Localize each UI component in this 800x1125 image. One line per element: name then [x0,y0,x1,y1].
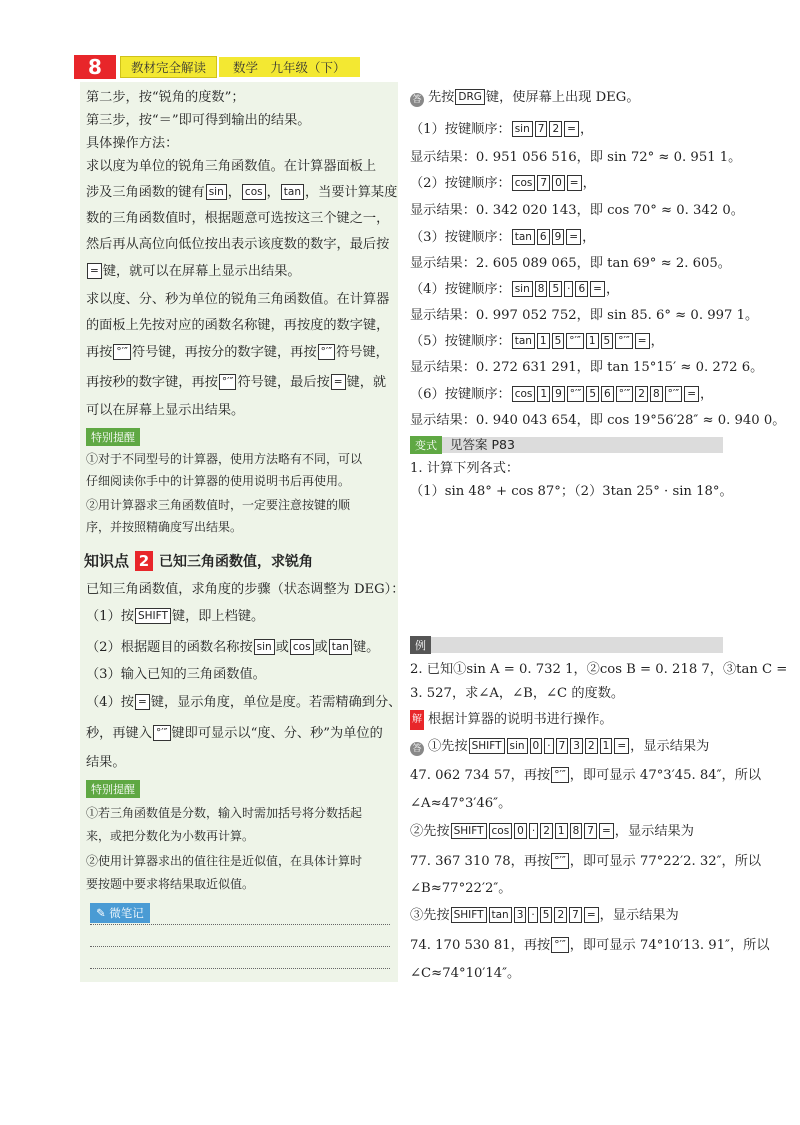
note-line [90,924,390,925]
tan-key: tan [281,184,304,200]
text-line: ∠B≈77°22′2″。 [410,881,512,896]
key-sequence: （1）按键顺序： sin 7 2 = ， [410,122,594,137]
text-span: 按键顺序： [444,176,511,191]
result-line: 显示结果：0. 940 043 654，即 cos 19°56′28″ ≈ 0. 940 0。 [410,413,786,428]
sin-key: sin [254,639,275,655]
text-line [86,638,379,658]
text-line: 2. 已知①sin A = 0. 732 1，②cos B = 0. 218 7，③tan C = [410,662,788,677]
page-header [74,55,360,79]
text-line: 1. 计算下列各式： [410,461,520,476]
calculator-key: 7 [584,823,597,839]
text-span: ，当要计算某度 [305,185,398,200]
tip-text: ②使用计算器求出的值往往是近似值，在具体计算时 [86,854,363,868]
calculator-key: · [529,823,538,839]
calculator-key: 5 [586,386,599,402]
key-sequence: （4）按键顺序： sin 8 5 · 6 = ， [410,282,620,297]
text-line: ∠A≈47°3′46″。 [410,796,512,811]
text-span: 再按秒的数字键，再按 [86,375,218,390]
equals-key: = [135,694,150,710]
text-line [86,607,264,627]
calculator-key: 1 [600,738,613,754]
calculator-key: 8 [535,281,548,297]
text-line [86,693,401,713]
result-line: 显示结果：0. 951 056 516，即 sin 72° ≈ 0. 951 1。 [410,150,742,165]
calculator-key: 0 [514,823,527,839]
equals-key: = [331,374,346,390]
text-line: ∠C≈74°10′14″。 [410,966,521,981]
calculator-key: °′″ [567,386,585,402]
calculator-key: 1 [586,333,599,349]
dms-key: °′″ [318,344,336,360]
text-span: （2） [410,176,445,191]
text-span: 或 [314,640,328,655]
note-line [90,946,390,947]
tip-label: 特别提醒 [86,780,140,798]
text-span: 根据计算器的说明书进行操作。 [428,712,613,727]
calculator-key: 1 [537,386,550,402]
calculator-key: · [544,738,553,754]
text-line [86,343,389,363]
calculator-key: 2 [554,907,567,923]
text-line [86,724,383,744]
variant-ref: 见答案 P83 [450,437,515,452]
text-span: （3） [410,230,445,245]
calculator-key: 8 [650,386,663,402]
result-line: 显示结果：0. 997 052 752，即 sin 85. 6° ≈ 0. 997 1。 [410,308,759,323]
calculator-key: tan [512,333,535,349]
text-line: （3）输入已知的三角函数值。 [86,667,266,682]
text-span: 符号键，最后按 [237,375,330,390]
calculator-key: 6 [537,229,550,245]
text-line: 然后再从高位向低位按出表示该度数的数字，最后按 [86,237,390,252]
calculator-key: 5 [601,333,614,349]
calculator-key: = [590,281,605,297]
text-span: 知识点 [84,552,130,570]
key-sequence: （6）按键顺序： cos 1 9 °′″ 5 6 °′″ 2 8 °′″ = ， [410,387,714,402]
text-line: 第三步，按“＝”即可得到输出的结果。 [86,113,311,128]
calculator-key: °′″ [615,333,633,349]
calculator-key: = [566,229,581,245]
calculator-key: 5 [540,907,553,923]
text-line [410,852,761,872]
text-span: 已知三角函数值，求锐角 [159,553,314,570]
key-sequence: （5）按键顺序： tan 1 5 °′″ 1 5 °′″ = ， [410,334,664,349]
text-line [410,710,613,730]
dms-key: °′″ [219,374,237,390]
calculator-key: sin [512,121,533,137]
text-line: 3. 527，求∠A，∠B，∠C 的度数。 [410,686,625,701]
text-line: （1）sin 48° + cos 87°；（2）3tan 25° · sin 18°。 [410,484,733,499]
text-line [86,373,386,393]
calculator-key: SHIFT [451,907,487,923]
text-span: ，显示结果为 [614,824,694,839]
calculator-key: °′″ [566,333,584,349]
calculator-key: 3 [570,738,583,754]
text-span: 47. 062 734 57，再按 [410,768,551,783]
text-span: 键，就 [346,375,387,390]
tip-text: 序，并按照精确度写出结果。 [86,520,243,534]
text-span: 74. 170 530 81，再按 [410,938,551,953]
notes-label [90,903,150,923]
drg-key: DRG [455,89,485,105]
answer-icon: 答 [410,742,424,756]
text-line: 数的三角函数值时，根据题意可选按这三个键之一， [86,211,390,226]
text-span: 键，就可以在屏幕上显示出结果。 [102,264,301,279]
shift-key: SHIFT [135,608,171,624]
calculator-key: · [564,281,573,297]
key-sequence [410,906,679,926]
calculator-key: 7 [537,175,550,191]
result-line: 显示结果：0. 272 631 291，即 tan 15°15′ ≈ 0. 272 6。 [410,360,764,375]
calculator-key: sin [507,738,528,754]
calculator-key: 2 [540,823,553,839]
cos-key: cos [290,639,314,655]
calculator-key: · [528,907,537,923]
text-span: 2 [135,551,153,571]
text-span: （5） [410,334,445,349]
calculator-key: cos [512,175,536,191]
text-span: 键即可显示以“度、分、秒”为单位的 [171,726,383,741]
text-line [410,766,761,786]
example-label: 例 [410,636,431,654]
calculator-key: 0 [530,738,543,754]
text-span: 或 [275,640,289,655]
calculator-key: 7 [569,907,582,923]
text-span: 键，即上档键。 [171,609,265,624]
calculator-key: 9 [552,386,565,402]
variant-label: 变式 [410,436,442,454]
calculator-key: = [635,333,650,349]
dms-key: °′″ [153,725,171,741]
text-span: （6） [410,387,445,402]
page-number: 8 [74,55,116,79]
calculator-key: = [567,175,582,191]
text-span: 符号键，再按分的数字键，再按 [131,345,317,360]
calculator-key: °′″ [616,386,634,402]
calculator-key: tan [489,907,512,923]
text-span: 按键顺序： [444,282,511,297]
text-span: 77. 367 310 78，再按 [410,854,551,869]
text-line: 求以度为单位的锐角三角函数值。在计算器面板上 [86,159,377,174]
calculator-key: 3 [514,907,527,923]
calculator-key: sin [512,281,533,297]
text-span: 涉及三角函数的键有 [86,185,205,200]
text-line: 第二步，按“锐角的度数”； [86,90,245,105]
key-sequence [410,737,709,757]
tip-text: ①若三角函数值是分数，输入时需加括号将分数括起 [86,806,363,820]
text-line [86,262,301,282]
calculator-key: = [614,738,629,754]
text-span: ②先按 [410,824,450,839]
text-line: 已知三角函数值，求角度的步骤（状态调整为 DEG）： [86,582,405,597]
text-span: （4）按 [86,695,134,710]
calculator-key: 6 [601,386,614,402]
calculator-key: cos [489,823,513,839]
text-span: ，显示结果为 [599,908,679,923]
solution-badge: 解 [410,710,424,730]
text-span: 先按 [428,90,455,105]
text-span: ①先按 [428,739,468,754]
answer-icon: 答 [410,93,424,107]
text-span: ，即可显示 77°22′2. 32″，所以 [569,854,762,869]
text-span: 键，使屏幕上出现 DEG。 [485,90,640,105]
text-span: 按键顺序： [444,387,511,402]
text-line: 可以在屏幕上显示出结果。 [86,403,245,418]
text-span: 秒，再键入 [86,726,152,741]
text-line: 涉及三角函数的键有 sin ， cos ， tan ，当要计算某度 [86,185,398,200]
calculator-key: = [599,823,614,839]
cos-key: cos [242,184,266,200]
text-span: ③先按 [410,908,450,923]
text-span: 键，显示角度，单位是度。若需精确到分、 [150,695,402,710]
calculator-key: = [684,386,699,402]
calculator-key: 0 [552,175,565,191]
calculator-key: °′″ [665,386,683,402]
text-line: 具体操作方法： [86,136,179,151]
subject-grade: 数学 九年级（下） [219,57,360,77]
calculator-key: 6 [575,281,588,297]
tip-label: 特别提醒 [86,428,140,446]
calculator-key: 7 [556,738,569,754]
calculator-key: 5 [549,281,562,297]
calculator-key: °′″ [551,767,569,783]
calculator-key: 8 [570,823,583,839]
knowledge-point-heading [84,550,313,571]
calculator-key: = [584,907,599,923]
example-bar [410,637,723,653]
calculator-key: 2 [549,121,562,137]
result-line: 显示结果：0. 342 020 143，即 cos 70° ≈ 0. 342 0。 [410,203,744,218]
calculator-key: SHIFT [451,823,487,839]
text-line: 结果。 [86,755,126,770]
calculator-key: 1 [555,823,568,839]
text-line [410,88,640,108]
calculator-key: °′″ [551,937,569,953]
tip-text: ①对于不同型号的计算器，使用方法略有不同，可以 [86,452,363,466]
text-line [410,936,770,956]
text-span: 按键顺序： [444,334,511,349]
text-span: 符号键， [336,345,389,360]
tip-text: 仔细阅读你手中的计算器的使用说明书后再使用。 [86,474,351,488]
dms-key: °′″ [113,344,131,360]
tip-text: 来，或把分数化为小数再计算。 [86,829,255,843]
text-span: （1） [410,122,445,137]
pencil-icon: ✎ [96,906,106,920]
text-line: 的面板上先按对应的函数名称键，再按度的数字键， [86,318,390,333]
key-sequence [410,822,694,842]
calculator-key: 2 [585,738,598,754]
calculator-key: tan [512,229,535,245]
sin-key: sin [206,184,227,200]
calculator-key: 9 [552,229,565,245]
text-span: （2）根据题目的函数名称按 [86,640,253,655]
book-title: 教材完全解读 [120,56,217,78]
text-span: 按键顺序： [444,230,511,245]
calculator-key: °′″ [551,853,569,869]
equals-key: = [87,263,102,279]
key-sequence: （3）按键顺序： tan 6 9 = ， [410,230,596,245]
key-sequence: （2）按键顺序： cos 7 0 = ， [410,176,596,191]
result-line: 显示结果：2. 605 089 065，即 tan 69° ≈ 2. 605。 [410,256,731,271]
text-span: 微笔记 [109,906,144,920]
tip-text: ②用计算器求三角函数值时，一定要注意按键的顺 [86,498,351,512]
note-line [90,968,390,969]
calculator-key: SHIFT [469,738,505,754]
text-span: 键。 [352,640,380,655]
text-span: （4） [410,282,445,297]
text-span: ，即可显示 47°3′45. 84″，所以 [569,768,762,783]
calculator-key: 7 [535,121,548,137]
calculator-key: = [564,121,579,137]
calculator-key: 5 [552,333,565,349]
text-span: ，即可显示 74°10′13. 91″，所以 [569,938,770,953]
text-span: （1）按 [86,609,134,624]
text-span: ，显示结果为 [630,739,710,754]
text-span: 再按 [86,345,113,360]
calculator-key: 1 [537,333,550,349]
calculator-key: 2 [635,386,648,402]
tan-key: tan [329,639,352,655]
tip-text: 要按题中要求将结果取近似值。 [86,877,255,891]
calculator-key: cos [512,386,536,402]
text-span: 按键顺序： [444,122,511,137]
text-line: 求以度、分、秒为单位的锐角三角函数值。在计算器 [86,292,390,307]
